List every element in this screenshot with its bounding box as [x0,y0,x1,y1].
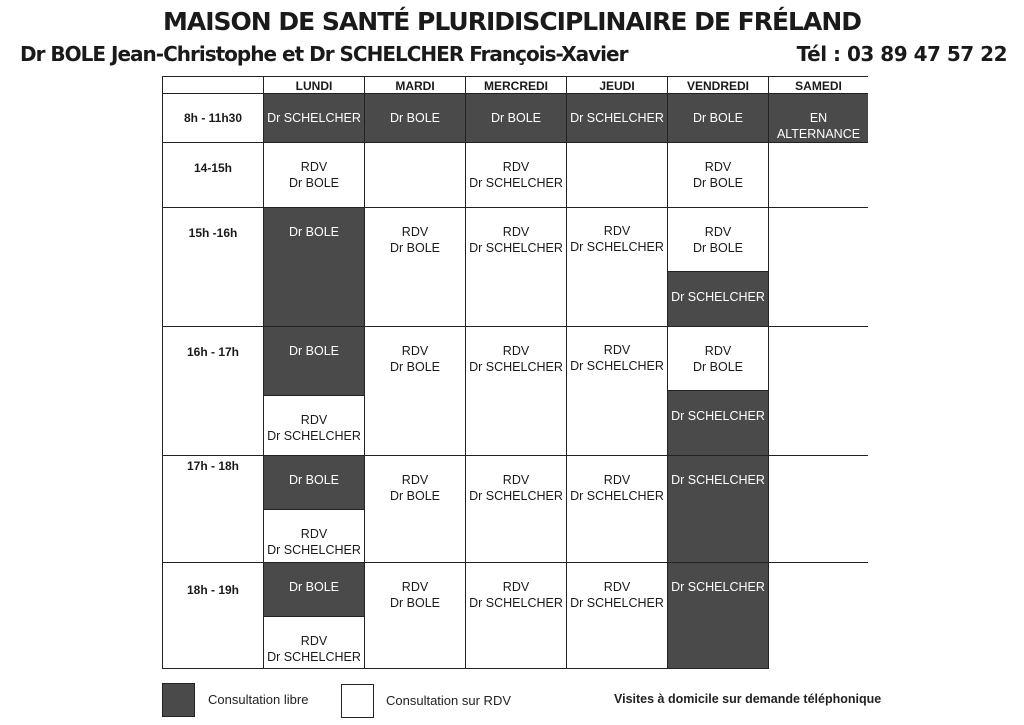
legend-free-label: Consultation libre [208,692,309,707]
slot-rdv [365,327,466,456]
slot-rdv-label: RDV [502,225,530,239]
slot-consultation-libre: Dr SCHELCHER [668,391,769,456]
home-visits-note: Visites à domicile sur demande téléphonique [614,692,882,706]
legend-rdv-label: Consultation sur RDV [386,693,511,708]
schedule-table [162,76,868,669]
slot-consultation-libre: Dr BOLE [668,94,769,143]
slot-doctor: Dr BOLE [692,241,743,255]
page-title: MAISON DE SANTÉ PLURIDISCIPLINAIRE DE FRÉLAND [162,7,862,36]
slot-consultation-libre: Dr BOLE [264,327,365,396]
slot-rdv-label: RDV [300,160,328,174]
slot-empty [365,143,466,208]
doctors-names: Dr BOLE Jean-Christophe et Dr SCHELCHER François-Xavier [20,42,628,66]
slot-rdv-label: RDV [502,344,530,358]
slot-empty [769,208,868,327]
day-header: MARDI [365,77,466,94]
slot-doctor: Dr SCHELCHER [267,543,361,557]
slot-rdv-label: RDV [502,160,530,174]
day-header: LUNDI [264,77,365,94]
slot-rdv [466,563,567,669]
slot-consultation-libre: Dr BOLE [466,94,567,143]
slot-rdv-label: RDV [603,473,631,487]
slot-doctor: Dr SCHELCHER [570,240,664,254]
slot-consultation-libre: Dr SCHELCHER [668,563,769,669]
slot-consultation-libre: Dr SCHELCHER [668,456,769,563]
slot-empty [567,143,668,208]
day-header: SAMEDI [769,77,868,94]
slot-rdv [668,208,769,272]
slot-consultation-libre: Dr BOLE [264,456,365,510]
time-slot: 15h -16h [163,208,264,327]
slot-rdv-label: RDV [603,224,631,238]
slot-consultation-libre: Dr BOLE [264,208,365,327]
time-slot: 14-15h [163,143,264,208]
slot-consultation-libre: Dr SCHELCHER [567,94,668,143]
time-slot: 17h - 18h [163,456,264,563]
slot-doctor: Dr BOLE [389,241,440,255]
slot-rdv [567,563,668,669]
slot-rdv [567,208,668,327]
slot-consultation-libre: Dr SCHELCHER [668,272,769,327]
day-header: JEUDI [567,77,668,94]
legend-rdv-swatch [341,684,374,718]
slot-rdv [264,617,365,669]
slot-rdv [668,327,769,391]
slot-rdv [466,456,567,563]
slot-doctor: Dr SCHELCHER [469,241,563,255]
slot-rdv-label: RDV [704,225,732,239]
slot-empty [769,327,868,456]
day-header: MERCREDI [466,77,567,94]
slot-rdv [264,143,365,208]
slot-doctor: Dr SCHELCHER [267,429,361,443]
slot-rdv-label: RDV [300,634,328,648]
slot-doctor: Dr BOLE [692,176,743,190]
slot-doctor: Dr SCHELCHER [267,650,361,664]
slot-rdv-label: RDV [300,527,328,541]
slot-rdv [365,208,466,327]
slot-rdv [567,327,668,456]
slot-doctor: Dr BOLE [692,360,743,374]
slot-rdv-label: RDV [704,160,732,174]
slot-rdv [466,327,567,456]
legend-free-swatch [162,683,195,717]
slot-rdv-label: RDV [704,344,732,358]
slot-rdv-label: RDV [502,473,530,487]
slot-rdv-label: RDV [502,580,530,594]
slot-rdv-label: RDV [401,344,429,358]
slot-doctor: Dr SCHELCHER [570,359,664,373]
time-slot: 8h - 11h30 [163,94,264,143]
slot-rdv [466,208,567,327]
slot-empty [769,456,868,563]
slot-rdv-label: RDV [603,580,631,594]
slot-rdv [264,396,365,456]
time-slot: 18h - 19h [163,563,264,669]
slot-doctor: Dr SCHELCHER [570,489,664,503]
slot-rdv [365,563,466,669]
slot-rdv-label: RDV [300,413,328,427]
slot-doctor: Dr SCHELCHER [570,596,664,610]
day-header: VENDREDI [668,77,769,94]
slot-empty [769,563,868,669]
slot-rdv [567,456,668,563]
slot-doctor: Dr SCHELCHER [469,176,563,190]
slot-consultation-libre: EN ALTERNANCE [769,94,868,143]
slot-rdv [466,143,567,208]
corner-cell [163,77,264,94]
slot-rdv-label: RDV [401,580,429,594]
slot-rdv-label: RDV [603,343,631,357]
slot-rdv [264,510,365,563]
slot-doctor: Dr BOLE [389,489,440,503]
slot-consultation-libre: Dr BOLE [365,94,466,143]
slot-rdv [668,143,769,208]
slot-doctor: Dr SCHELCHER [469,489,563,503]
slot-doctor: Dr BOLE [389,360,440,374]
slot-rdv-label: RDV [401,473,429,487]
phone-number: Tél : 03 89 47 57 22 [796,42,1007,66]
time-slot: 16h - 17h [163,327,264,456]
slot-doctor: Dr BOLE [389,596,440,610]
slot-empty [769,143,868,208]
slot-doctor: Dr SCHELCHER [469,360,563,374]
slot-consultation-libre: Dr SCHELCHER [264,94,365,143]
slot-doctor: Dr SCHELCHER [469,596,563,610]
slot-consultation-libre: Dr BOLE [264,563,365,617]
slot-rdv-label: RDV [401,225,429,239]
slot-doctor: Dr BOLE [288,176,339,190]
slot-rdv [365,456,466,563]
